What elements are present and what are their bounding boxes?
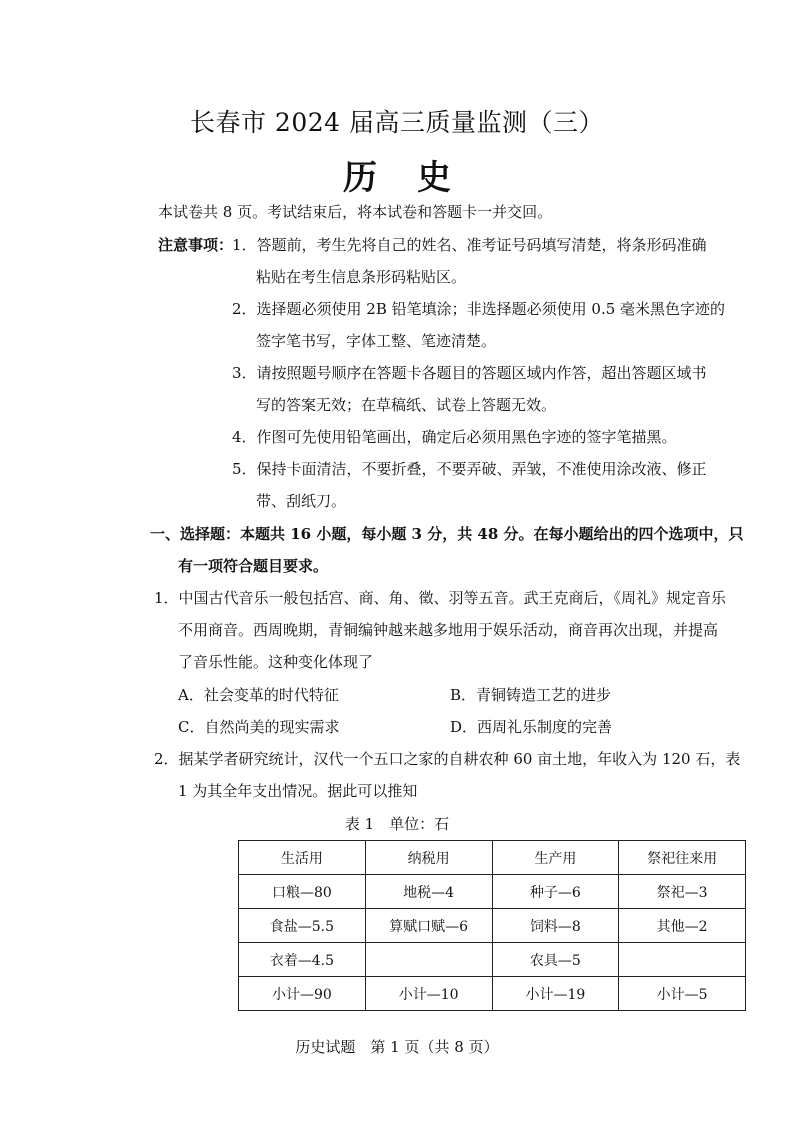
table-header-cell: 生活用 <box>239 841 366 875</box>
table-cell <box>619 943 746 977</box>
question-2-stem: 2．据某学者研究统计，汉代一个五口之家的自耕农种 60 亩土地，年收入为 120 石，表 <box>154 750 741 768</box>
table-cell: 地税—4 <box>365 875 492 909</box>
table-cell: 衣着—4.5 <box>239 943 366 977</box>
table-header-row <box>239 841 746 875</box>
notice-item-2: 2．选择题必须使用 2B 铅笔填涂；非选择题必须使用 0.5 毫米黑色字迹的 <box>232 300 726 318</box>
notice-item-2-cont: 签字笔书写，字体工整、笔迹清楚。 <box>256 332 497 350</box>
table-header-cell: 生产用 <box>492 841 619 875</box>
question-1-stem-cont: 不用商音。西周晚期，青铜编钟越来越多地用于娱乐活动，商音再次出现，并提高 <box>178 621 719 639</box>
table-cell: 农具—5 <box>492 943 619 977</box>
table-row <box>239 875 746 909</box>
question-1-option-b: B．青铜铸造工艺的进步 <box>450 686 612 704</box>
intro-text: 本试卷共 8 页。考试结束后，将本试卷和答题卡一并交回。 <box>158 203 553 221</box>
page-footer: 历史试题 第 1 页（共 8 页） <box>295 1038 499 1056</box>
notice-item-3-cont: 写的答案无效；在草稿纸、试卷上答题无效。 <box>256 396 557 414</box>
subject-title: 历史 <box>343 158 491 198</box>
table-header-cell: 纳税用 <box>365 841 492 875</box>
table-cell: 小计—19 <box>492 977 619 1011</box>
notice-item-3: 3．请按照题号顺序在答题卡各题目的答题区域内作答，超出答题区域书 <box>232 364 707 382</box>
question-1-option-d: D．西周礼乐制度的完善 <box>450 718 613 736</box>
notice-item-1: 1．答题前，考生先将自己的姓名、准考证号码填写清楚，将条形码准确 <box>232 236 707 254</box>
table-cell: 祭祀—3 <box>619 875 746 909</box>
table-cell: 小计—10 <box>365 977 492 1011</box>
table-row <box>239 943 746 977</box>
table-cell: 算赋口赋—6 <box>365 909 492 943</box>
section-heading-cont: 有一项符合题目要求。 <box>178 557 329 575</box>
notice-item-4: 4．作图可先使用铅笔画出，确定后必须用黑色字迹的签字笔描黑。 <box>232 428 677 446</box>
question-1-option-a: A．社会变革的时代特征 <box>178 686 339 704</box>
table-cell: 小计—5 <box>619 977 746 1011</box>
question-2-stem-cont: 1 为其全年支出情况。据此可以推知 <box>178 782 418 800</box>
table-cell: 种子—6 <box>492 875 619 909</box>
table-cell: 口粮—80 <box>239 875 366 909</box>
exam-title: 长春市 2024 届高三质量监测（三） <box>189 108 605 137</box>
table-header-cell: 祭祀往来用 <box>619 841 746 875</box>
notice-item-5-cont: 带、刮纸刀。 <box>256 492 347 510</box>
table-cell: 小计—90 <box>239 977 366 1011</box>
question-1-stem-end: 了音乐性能。这种变化体现了 <box>178 653 374 671</box>
table-row <box>239 977 746 1011</box>
notice-item-5: 5．保持卡面清洁，不要折叠，不要弄破、弄皱，不准使用涂改液、修正 <box>232 460 707 478</box>
notice-item-1-cont: 粘贴在考生信息条形码粘贴区。 <box>256 268 467 286</box>
question-1-stem: 1．中国古代音乐一般包括宫、商、角、徵、羽等五音。武王克商后，《周礼》规定音乐 <box>154 589 727 607</box>
notice-label: 注意事项： <box>158 236 234 254</box>
table-caption: 表 1 单位：石 <box>344 815 450 833</box>
question-1-option-c: C．自然尚美的现实需求 <box>178 718 340 736</box>
table-row <box>239 909 746 943</box>
table-cell: 食盐—5.5 <box>239 909 366 943</box>
expense-table <box>238 840 746 1011</box>
table-cell: 饲料—8 <box>492 909 619 943</box>
section-heading: 一、选择题：本题共 16 小题，每小题 3 分，共 48 分。在每小题给出的四个选项中，只 <box>150 525 744 543</box>
table-cell <box>365 943 492 977</box>
table-cell: 其他—2 <box>619 909 746 943</box>
